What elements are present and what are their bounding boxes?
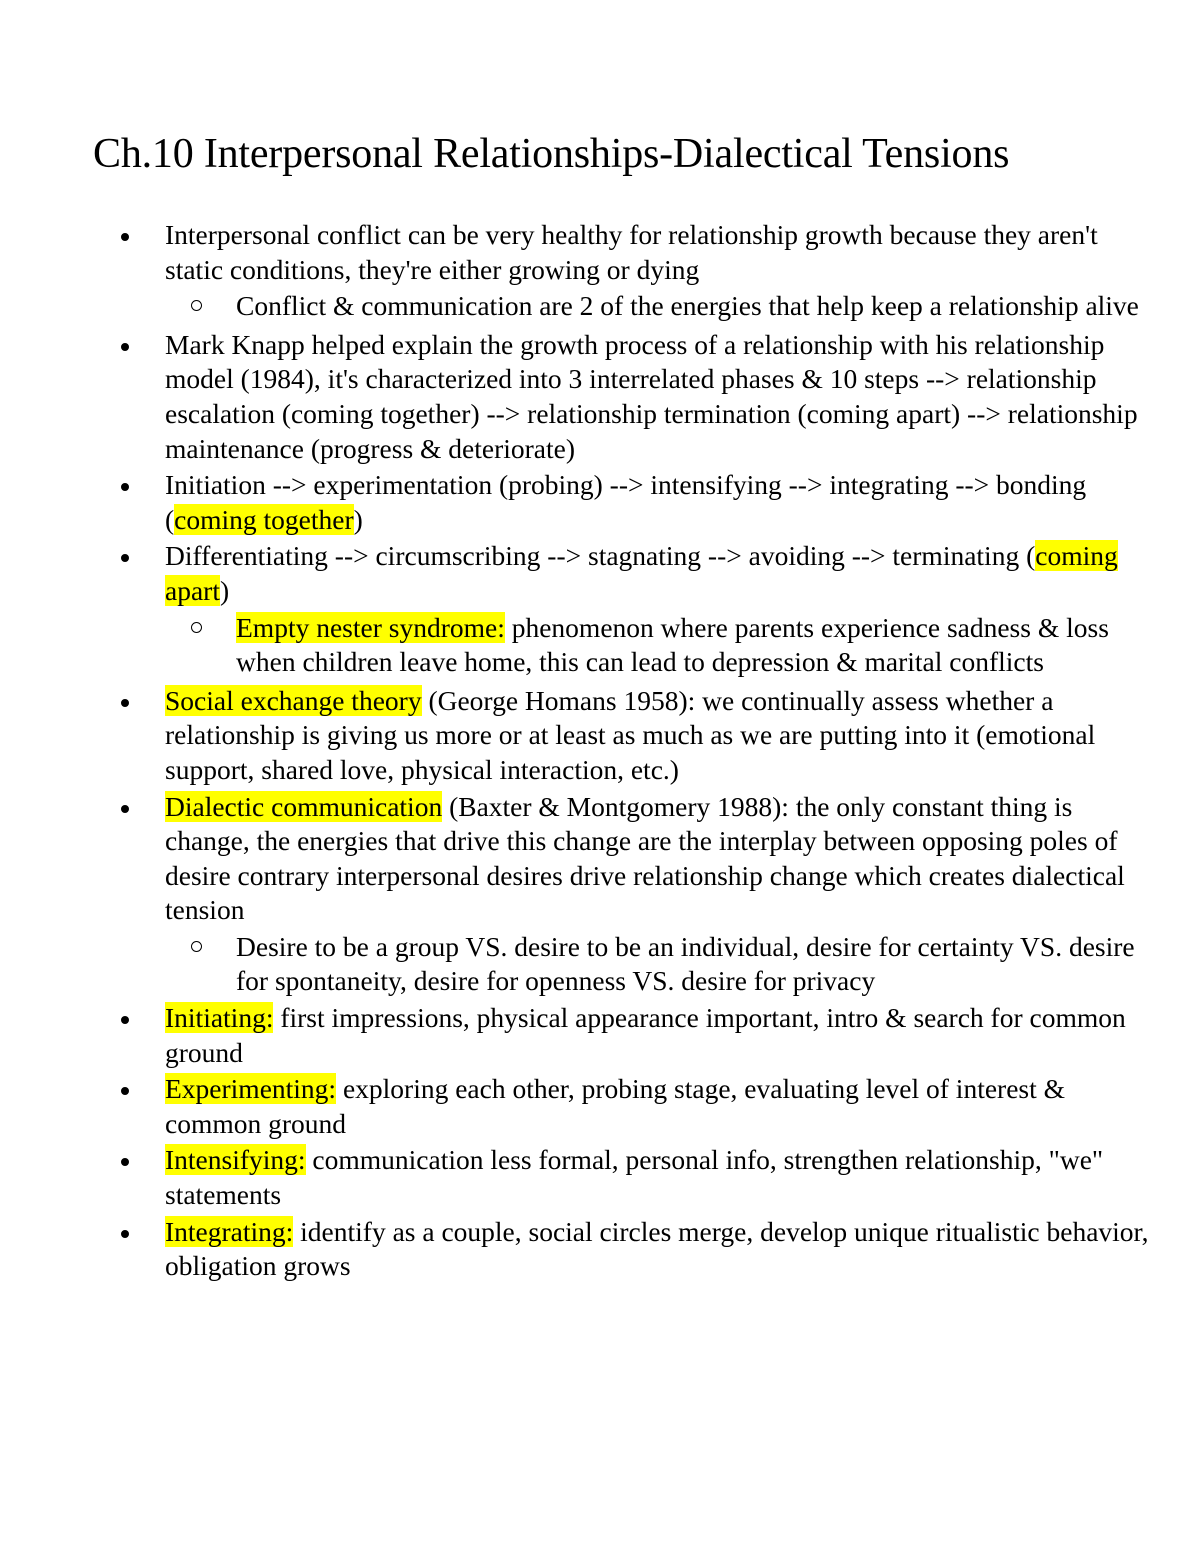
item-text: ) (219, 574, 230, 606)
bullet-icon (121, 554, 129, 562)
highlighted-term: Integrating: (165, 1215, 294, 1247)
bullet-icon (121, 1016, 129, 1024)
list-item (0, 684, 1150, 788)
list-item (0, 1001, 1150, 1070)
item-text: first impressions, physical appearance important, intro & search for common ground (165, 1002, 1126, 1068)
hollow-bullet-icon (191, 300, 202, 311)
highlighted-term: Intensifying: (165, 1144, 306, 1176)
list-item (0, 539, 1150, 608)
item-text: Conflict & communication are 2 of the energies that help keep a relationship alive (236, 290, 1139, 322)
bullet-icon (121, 343, 129, 351)
highlighted-term: Experimenting: (165, 1073, 337, 1105)
sub-list-item (0, 930, 1150, 999)
page-title: Ch.10 Interpersonal Relationships-Dialectical Tensions (93, 131, 1010, 177)
bullet-icon (121, 1087, 129, 1095)
bullet-icon (121, 1230, 129, 1238)
item-text: Desire to be a group VS. desire to be an individual, desire for certainty VS. desire for spontaneity, desire for openness VS. desire for privacy (236, 930, 1135, 997)
item-text: Interpersonal conflict can be very healthy for relationship growth because they aren't static conditions, they're either growing or dying (165, 219, 1098, 285)
highlighted-term: coming together (174, 503, 354, 535)
bullet-list (0, 218, 1200, 1284)
list-item (0, 328, 1150, 466)
item-text: ) (353, 503, 363, 535)
sub-list-item (0, 289, 1150, 324)
list-item (0, 790, 1150, 928)
bullet-icon (121, 805, 129, 813)
item-text: (George Homans 1958): we continually assess whether a relationship is giving us more or at least as much as we are putting into it (emotional support, shared love, physical interaction, etc.) (165, 684, 1096, 785)
item-text: exploring each other, probing stage, evaluating level of interest & common ground (165, 1073, 1066, 1139)
hollow-bullet-icon (191, 622, 202, 633)
item-text: identify as a couple, social circles merge, develop unique ritualistic behavior, obligation grows (165, 1215, 1149, 1282)
highlighted-term: Dialectic communication (165, 790, 443, 822)
highlighted-term: Empty nester syndrome: (236, 611, 505, 643)
bullet-icon (121, 1158, 129, 1166)
item-text: Initiation --> experimentation (probing) --> intensifying --> integrating --> bonding ( (165, 469, 1087, 535)
list-item (0, 468, 1150, 537)
bullet-icon (121, 233, 129, 241)
hollow-bullet-icon (191, 941, 202, 952)
list-item (0, 1143, 1150, 1212)
list-item (0, 1215, 1150, 1284)
highlighted-term: Social exchange theory (165, 684, 422, 716)
list-item (0, 1072, 1150, 1141)
item-text: communication less formal, personal info, strengthen relationship, "we" statements (165, 1144, 1104, 1211)
item-text: Mark Knapp helped explain the growth process of a relationship with his relationship model (1984), it's characterized into 3 interrelated phases & 10 steps --> relationship escalation (coming together) --> relationship termination (coming apart) --> relationship maintenance (progress & deteriorate) (165, 328, 1138, 464)
sub-list-item (0, 611, 1150, 680)
highlighted-term: Initiating: (165, 1002, 274, 1034)
highlighted-term: coming apart (165, 540, 1118, 606)
bullet-icon (121, 483, 129, 491)
bullet-icon (121, 699, 129, 707)
item-text: Differentiating --> circumscribing --> stagnating --> avoiding --> terminating ( (165, 540, 1036, 572)
item-text: (Baxter & Montgomery 1988): the only constant thing is change, the energies that drive this change are the interplay between opposing poles of desire contrary interpersonal desires drive relationship change which creates dialectical tension (165, 790, 1125, 926)
item-text: phenomenon where parents experience sadness & loss when children leave home, this can lead to depression & marital conflicts (236, 611, 1109, 678)
list-item (0, 218, 1150, 287)
